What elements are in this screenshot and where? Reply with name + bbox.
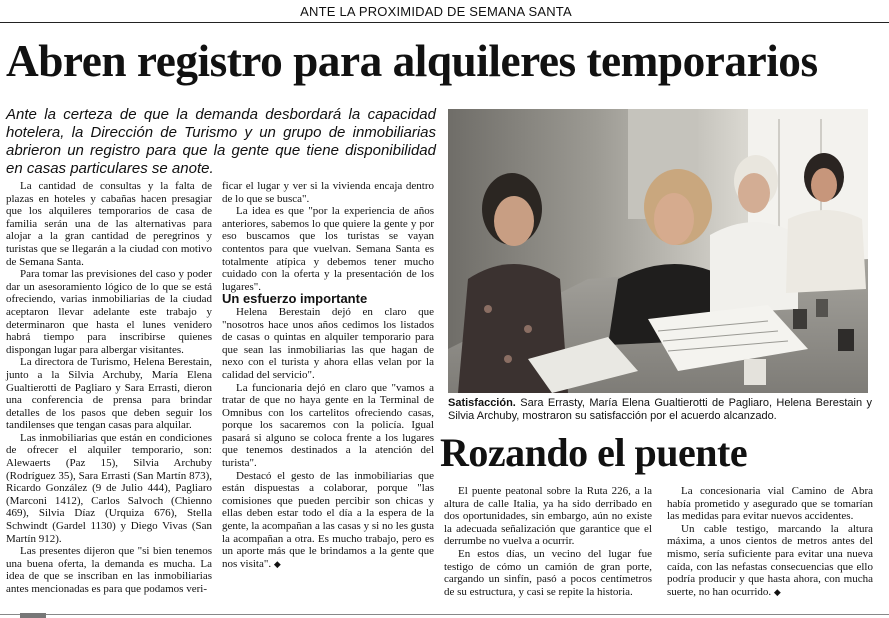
section-kicker: ANTE LA PROXIMIDAD DE SEMANA SANTA — [300, 4, 572, 19]
article2-column-2 — [667, 485, 873, 598]
body-paragraph: La cantidad de consultas y la falta de plazas en hoteles y cabañas hacen presagiar que los alquileres temporarios de casa de familia serán una de las alternativas para alojar a la gran cantidad de peregrinos y turistas que se llegarán a la ciudad con motivo de Semana Santa. — [6, 180, 212, 268]
body-paragraph: Para tomar las previsiones del caso y poder dar un asesoramiento lógico de lo que se está ofreciendo, varias inmobiliarias de la ciudad aceptaron llevar adelante este trabajo y determinaron que hasta el lunes venidero habrá tiempo para inscribirse quienes dispongan lugar para albergar visitantes. — [6, 268, 212, 356]
press-conference-photo — [448, 109, 868, 393]
end-of-article-mark: ◆ — [773, 586, 781, 597]
caption-text: Sara Errasty, María Elena Gualtierotti de Pagliaro, Helena Berestain y Silvia Archuby, mostraron su satisfacción por el acuerdo alcanzado. — [448, 397, 872, 422]
body-paragraph: La idea es que "por la experiencia de años anteriores, sabemos lo que quiere la gente y por eso buscamos que los turistas se vayan contentos para que vuelvan. Semana Santa es totalmente atípica y debemos tener mucho cuidado con la oferta y la presentación de los lugares". — [222, 205, 434, 293]
body-paragraph: Las inmobiliarias que están en condiciones de ofrecer el alquiler temporario, son: Alewaerts (Paz 15), Silvia Archuby (Rodríguez 35), Sara Errasti (San Martín 873), Ricardo González (9 de Julio 444), Pagliaro (Marconi 1412), Carlos Salvoch (Chienno 469), Silvia Díaz (Urquiza 676), Stella Schwindt (Gardel 1130) y Diego Vivas (San Martín 912). — [6, 431, 212, 545]
kicker-divider — [0, 22, 889, 23]
main-headline: Abren registro para alquileres temporarios — [6, 35, 818, 86]
secondary-headline: Rozando el puente — [440, 430, 748, 475]
body-text: Destacó el gesto de las inmobiliarias que están dispuestas a colaborar, porque "las comisiones que pueden percibir son chicas y ellas deben estar todo el día a la espera de la gente, la acompañan a las casas y si no les gusta la acompañan a otra. Es mucho trabajo, pero es un aporte más que le brindamos a la gente que nos visita". — [222, 469, 434, 570]
body-paragraph: Helena Berestain dejó en claro que "nosotros hace unos años cedimos los listados de casas o quintas en alquiler temporario para que sean las inmobiliarias las que hagan de nexo con el turista y ahora ellas velan por la calidad del servicio". — [222, 305, 434, 381]
bottom-divider — [0, 614, 889, 615]
end-of-article-mark: ◆ — [273, 558, 281, 569]
article-column-1 — [6, 180, 212, 596]
body-paragraph: La concesionaria vial Camino de Abra había prometido y asegurado que se tomarían las medidas para evitar nuevos accidentes. — [667, 485, 873, 523]
article2-column-1 — [444, 485, 652, 598]
body-paragraph: Las presentes dijeron que "si bien tenemos una buena oferta, la demanda es mucha. La idea de que se inscriban en las inmobiliarias antes mencionadas es para que podamos veri- — [6, 545, 212, 595]
photo-caption — [448, 397, 872, 423]
body-text: Un cable testigo, marcando la altura máxima, a unos cientos de metros antes del mismo, sería suficiente para evitar una nueva caída, con las nefastas consecuencias que ello podría producir y que hasta ahora, con mucha suerte, no han ocurrido. — [667, 522, 873, 598]
body-paragraph — [667, 523, 873, 599]
page-footer-marker — [20, 613, 46, 618]
body-paragraph: ficar el lugar y ver si la vivienda encaja dentro de lo que se busca". — [222, 180, 434, 205]
subheading: Un esfuerzo importante — [222, 291, 368, 307]
body-paragraph: En estos días, un vecino del lugar fue testigo de cómo un camión de gran porte, cargando un sinfín, pasó a pocos centímetros de su estructura, y casi se repite la historia. — [444, 547, 652, 598]
caption-label: Satisfacción. — [448, 397, 516, 409]
photo-illustration — [448, 109, 868, 393]
body-paragraph — [222, 470, 434, 571]
body-paragraph: La directora de Turismo, Helena Berestain, junto a la Silvia Archuby, María Elena Gualtierotti de Pagliaro y Sara Errasti, dieron una conferencia de prensa para brindar detalles de los pasos que deben seguir los tandilenses que tengan casas para alquilar. — [6, 356, 212, 432]
article-column-2 — [222, 180, 434, 570]
lead-paragraph: Ante la certeza de que la demanda desbordará la capacidad hotelera, la Dirección de Turismo y un grupo de inmobiliarias abrieron un registro para que la gente que tiene disponibilidad en casas particulares se anote. — [6, 106, 436, 177]
body-paragraph: La funcionaria dejó en claro que "vamos a tratar de que no haya gente en la Terminal de Omnibus con los cartelitos ofreciendo casas, porque los sacaremos con la policía. Igual pasará si alguno se coloca frente a los lugares que tenemos destinados a la atención del turista". — [222, 381, 434, 470]
body-paragraph: El puente peatonal sobre la Ruta 226, a la altura de calle Italia, ya ha sido derribado en dos oportunidades, sin embargo, aún no existe la adecuada señalización que garantice que el derrumbe no vuelva a ocurrir. — [444, 485, 652, 548]
